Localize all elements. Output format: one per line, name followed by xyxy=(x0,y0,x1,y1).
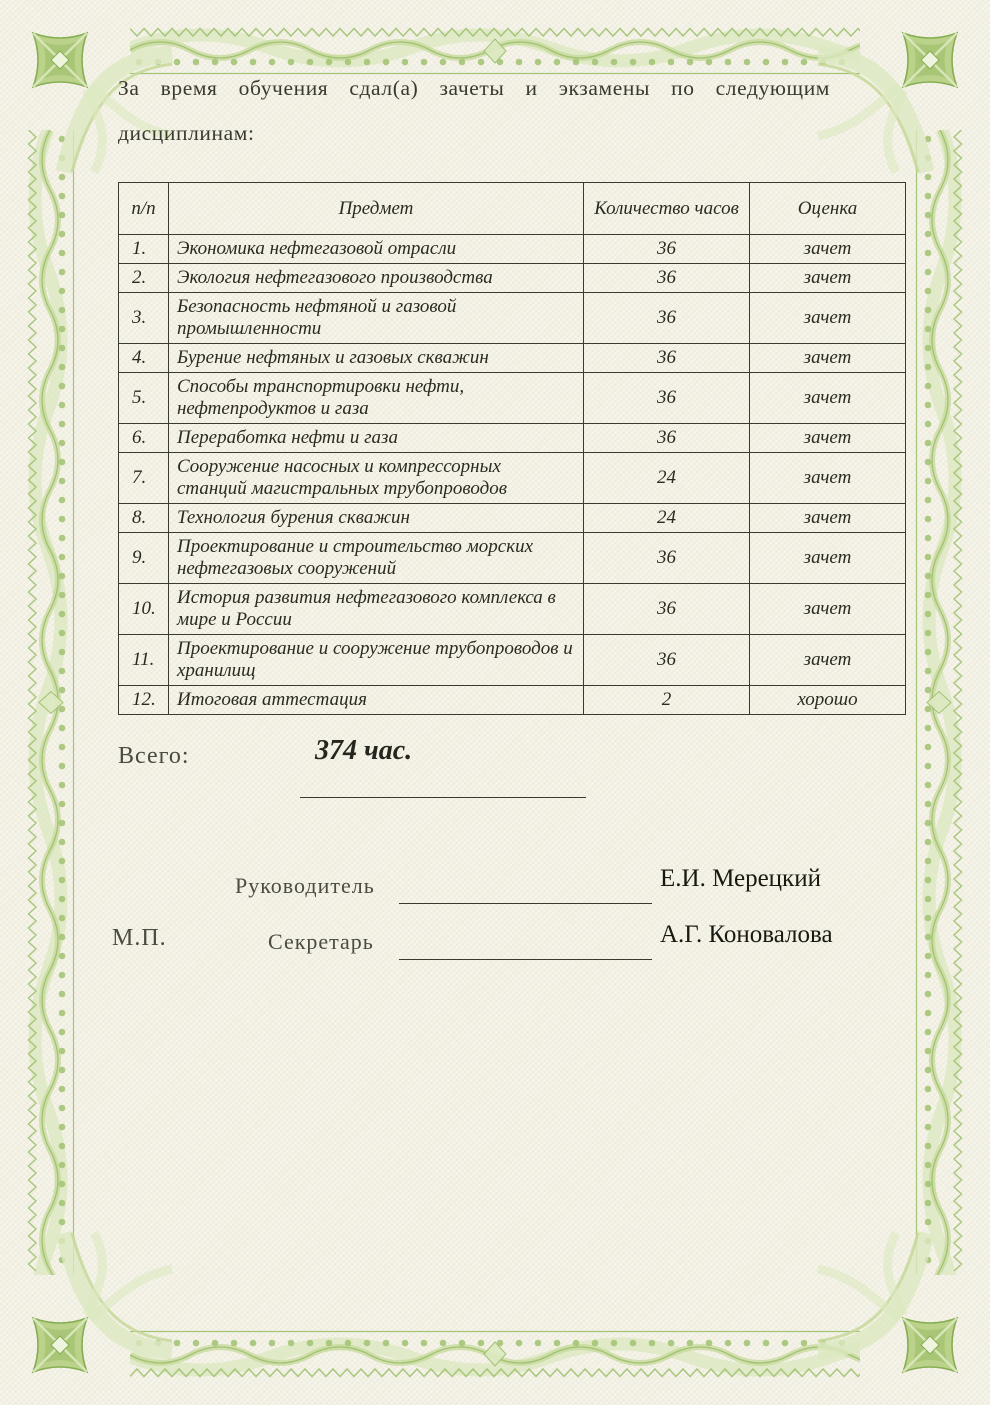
cell-subject: Экономика нефтегазовой отрасли xyxy=(169,235,584,264)
cell-subject: Безопасность нефтяной и газовой промышленности xyxy=(169,293,584,344)
cell-number: 4. xyxy=(119,344,169,373)
cell-grade: зачет xyxy=(750,424,906,453)
stamp-placeholder: М.П. xyxy=(112,925,167,951)
col-header-subject: Предмет xyxy=(169,183,584,235)
intro-text: За время обучения сдал(а) зачеты и экзамены по следующим дисциплинам: xyxy=(118,76,830,145)
cell-hours: 24 xyxy=(584,504,750,533)
cell-grade: зачет xyxy=(750,373,906,424)
cell-hours: 36 xyxy=(584,424,750,453)
cell-subject: Экология нефтегазового производства xyxy=(169,264,584,293)
totals-section xyxy=(118,735,906,807)
cell-number: 5. xyxy=(119,373,169,424)
cell-subject: Переработка нефти и газа xyxy=(169,424,584,453)
cell-number: 3. xyxy=(119,293,169,344)
cell-grade: зачет xyxy=(750,293,906,344)
cell-subject: Проектирование и строительство морских нефтегазовых сооружений xyxy=(169,533,584,584)
cell-hours: 36 xyxy=(584,373,750,424)
cell-subject: История развития нефтегазового комплекса в мире и России xyxy=(169,584,584,635)
cell-hours: 36 xyxy=(584,235,750,264)
signature-name-secretary: А.Г. Коновалова xyxy=(660,921,833,948)
table-row xyxy=(119,424,906,453)
signature-line-head xyxy=(399,903,652,904)
cell-hours: 36 xyxy=(584,635,750,686)
cell-number: 11. xyxy=(119,635,169,686)
cell-number: 1. xyxy=(119,235,169,264)
table-row xyxy=(119,373,906,424)
table-row xyxy=(119,235,906,264)
table-row xyxy=(119,344,906,373)
cell-subject: Итоговая аттестация xyxy=(169,686,584,715)
cell-hours: 36 xyxy=(584,344,750,373)
signature-line-secretary xyxy=(399,959,652,960)
totals-value: 374 час. xyxy=(315,735,413,766)
cell-number: 9. xyxy=(119,533,169,584)
cell-grade: зачет xyxy=(750,235,906,264)
table-row xyxy=(119,584,906,635)
cell-subject: Проектирование и сооружение трубопроводов и хранилищ xyxy=(169,635,584,686)
totals-label: Всего: xyxy=(118,743,190,769)
cell-hours: 36 xyxy=(584,533,750,584)
col-header-hours: Количество часов xyxy=(584,183,750,235)
cell-grade: зачет xyxy=(750,533,906,584)
cell-subject: Сооружение насосных и компрессорных станций магистральных трубопроводов xyxy=(169,453,584,504)
signature-name-head: Е.И. Мерецкий xyxy=(660,865,821,892)
table-row xyxy=(119,686,906,715)
cell-hours: 36 xyxy=(584,584,750,635)
cell-subject: Технология бурения скважин xyxy=(169,504,584,533)
cell-number: 7. xyxy=(119,453,169,504)
grades-table-header xyxy=(119,183,906,235)
cell-grade: зачет xyxy=(750,504,906,533)
cell-number: 10. xyxy=(119,584,169,635)
cell-hours: 36 xyxy=(584,264,750,293)
border-band-bottom xyxy=(130,1329,860,1379)
col-header-grade: Оценка xyxy=(750,183,906,235)
grades-table-body xyxy=(119,235,906,715)
cell-number: 12. xyxy=(119,686,169,715)
table-row xyxy=(119,533,906,584)
col-header-num: п/п xyxy=(119,183,169,235)
border-corner-rosette-bottom-right xyxy=(816,1231,966,1381)
cell-grade: зачет xyxy=(750,264,906,293)
cell-grade: зачет xyxy=(750,584,906,635)
signatures-section xyxy=(112,863,906,993)
table-row xyxy=(119,635,906,686)
grades-table xyxy=(118,182,906,715)
cell-hours: 36 xyxy=(584,293,750,344)
cell-number: 6. xyxy=(119,424,169,453)
signature-role-head: Руководитель xyxy=(235,873,375,898)
cell-subject: Бурение нефтяных и газовых скважин xyxy=(169,344,584,373)
cell-grade: зачет xyxy=(750,453,906,504)
cell-grade: хорошо xyxy=(750,686,906,715)
border-corner-rosette-bottom-left xyxy=(24,1231,174,1381)
cell-subject: Способы транспортировки нефти, нефтепродуктов и газа xyxy=(169,373,584,424)
cell-grade: зачет xyxy=(750,635,906,686)
cell-number: 2. xyxy=(119,264,169,293)
border-band-right xyxy=(914,130,964,1275)
table-row xyxy=(119,504,906,533)
certificate-content xyxy=(112,0,906,993)
cell-hours: 24 xyxy=(584,453,750,504)
cell-number: 8. xyxy=(119,504,169,533)
border-band-left xyxy=(26,130,76,1275)
totals-underline xyxy=(300,797,586,798)
cell-hours: 2 xyxy=(584,686,750,715)
table-row xyxy=(119,264,906,293)
table-row xyxy=(119,453,906,504)
cell-grade: зачет xyxy=(750,344,906,373)
signature-role-secretary: Секретарь xyxy=(268,929,374,954)
table-row xyxy=(119,293,906,344)
